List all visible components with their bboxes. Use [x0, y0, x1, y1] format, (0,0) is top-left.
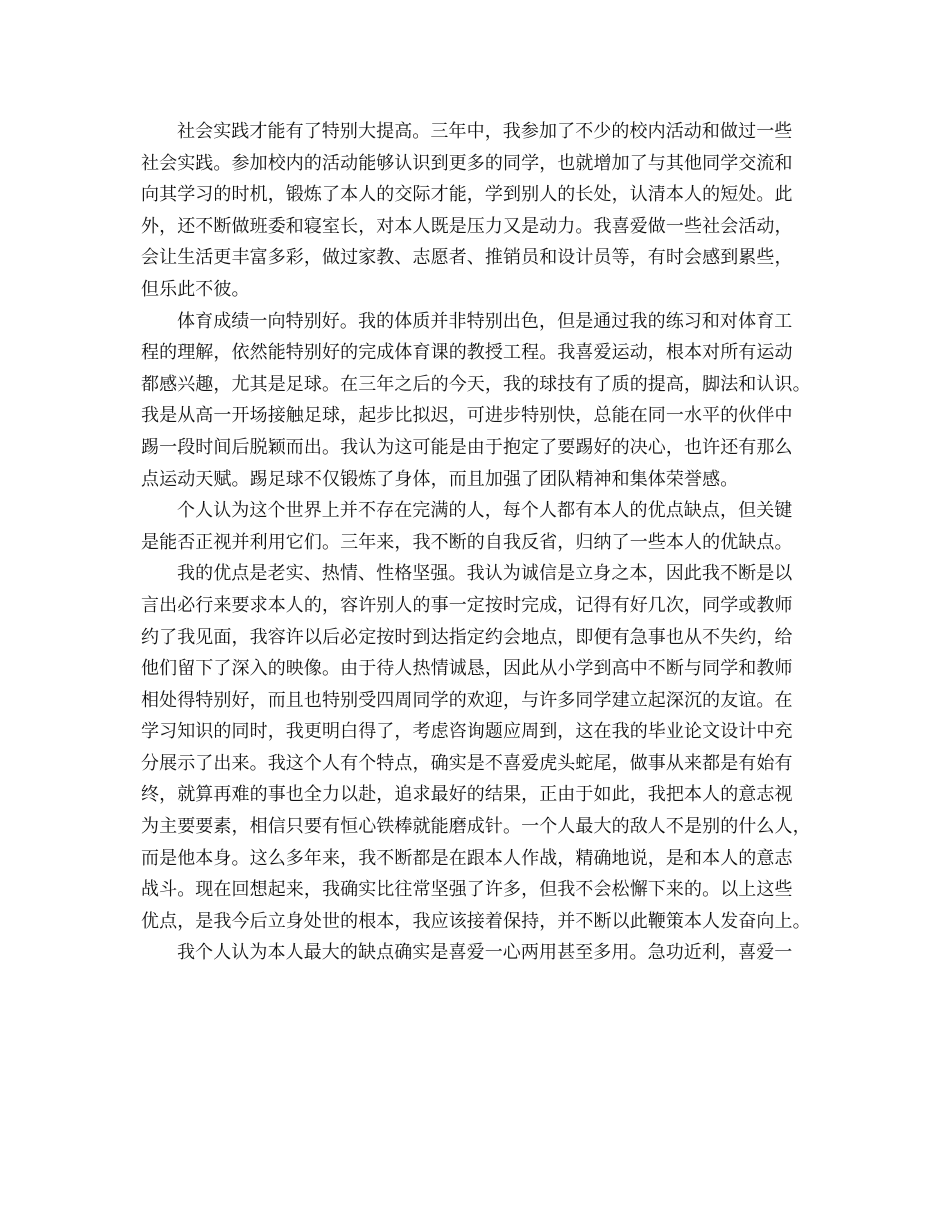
- text-line: 点运动天赋。踢足球不仅锻炼了身体，而且加强了团队精神和集体荣誉感。: [141, 468, 739, 490]
- text-line: 个人认为这个世界上并不存在完满的人，每个人都有本人的优点缺点，但关键: [177, 500, 793, 522]
- paragraph-social-practice: [141, 116, 820, 306]
- text-line: 程的理解，依然能特别好的完成体育课的教授工程。我喜爱运动，根本对所有运动: [141, 342, 793, 364]
- text-line: 我个人认为本人最大的缺点确实是喜爱一心两用甚至多用。急功近利，喜爱一: [177, 942, 793, 964]
- text-line: 体育成绩一向特别好。我的体质并非特别出色，但是通过我的练习和对体育工: [177, 310, 793, 332]
- document-body: [141, 116, 820, 969]
- text-line: 约了我见面，我容许以后必定按时到达指定约会地点，即便有急事也从不失约，给: [141, 626, 793, 648]
- text-line: 战斗。现在回想起来，我确实比往常坚强了许多，但我不会松懈下来的。以上这些: [141, 879, 793, 901]
- paragraph-strengths: [141, 558, 820, 937]
- text-line: 分展示了出来。我这个人有个特点，确实是不喜爱虎头蛇尾，做事从来都是有始有: [141, 752, 793, 774]
- text-line: 但乐此不彼。: [141, 278, 250, 300]
- text-line: 社会实践。参加校内的活动能够认识到更多的同学，也就增加了与其他同学交流和: [141, 152, 793, 174]
- paragraph-self-reflection: [141, 495, 820, 558]
- paragraph-sports: [141, 306, 820, 496]
- text-line: 是能否正视并利用它们。三年来，我不断的自我反省，归纳了一些本人的优缺点。: [141, 531, 793, 553]
- text-line: 为主要要素，相信只要有恒心铁棒就能磨成针。一个人最大的敌人不是别的什么人，: [141, 816, 811, 838]
- text-line: 言出必行来要求本人的，容许别人的事一定按时完成，记得有好几次，同学或教师: [141, 594, 793, 616]
- text-line: 他们留下了深入的映像。由于待人热情诚恳，因此从小学到高中不断与同学和教师: [141, 658, 793, 680]
- text-line: 相处得特别好，而且也特别受四周同学的欢迎，与许多同学建立起深沉的友谊。在: [141, 689, 793, 711]
- text-line: 外，还不断做班委和寝室长，对本人既是压力又是动力。我喜爱做一些社会活动，: [141, 215, 793, 237]
- text-line: 优点，是我今后立身处世的根本，我应该接着保持，并不断以此鞭策本人发奋向上。: [141, 910, 811, 932]
- paragraph-weaknesses: [141, 937, 820, 969]
- text-line: 我的优点是老实、热情、性格坚强。我认为诚信是立身之本，因此我不断是以: [177, 563, 793, 585]
- text-line: 终，就算再难的事也全力以赴，追求最好的结果，正由于如此，我把本人的意志视: [141, 784, 793, 806]
- text-line: 都感兴趣，尤其是足球。在三年之后的今天，我的球技有了质的提高，脚法和认识。: [141, 373, 811, 395]
- text-line: 社会实践才能有了特别大提高。三年中，我参加了不少的校内活动和做过一些: [177, 121, 793, 142]
- text-line: 会让生活更丰富多彩，做过家教、志愿者、推销员和设计员等，有时会感到累些，: [141, 247, 793, 269]
- text-line: 向其学习的时机，锻炼了本人的交际才能，学到别人的长处，认清本人的短处。此: [141, 184, 793, 206]
- text-line: 而是他本身。这么多年来，我不断都是在跟本人作战，精确地说，是和本人的意志: [141, 847, 793, 869]
- text-line: 我是从高一开场接触足球，起步比拟迟，可进步特别快，总能在同一水平的伙伴中: [141, 405, 793, 427]
- text-line: 学习知识的同时，我更明白得了，考虑咨询题应周到，这在我的毕业论文设计中充: [141, 721, 793, 743]
- text-line: 踢一段时间后脱颖而出。我认为这可能是由于抱定了要踢好的决心，也许还有那么: [141, 436, 793, 458]
